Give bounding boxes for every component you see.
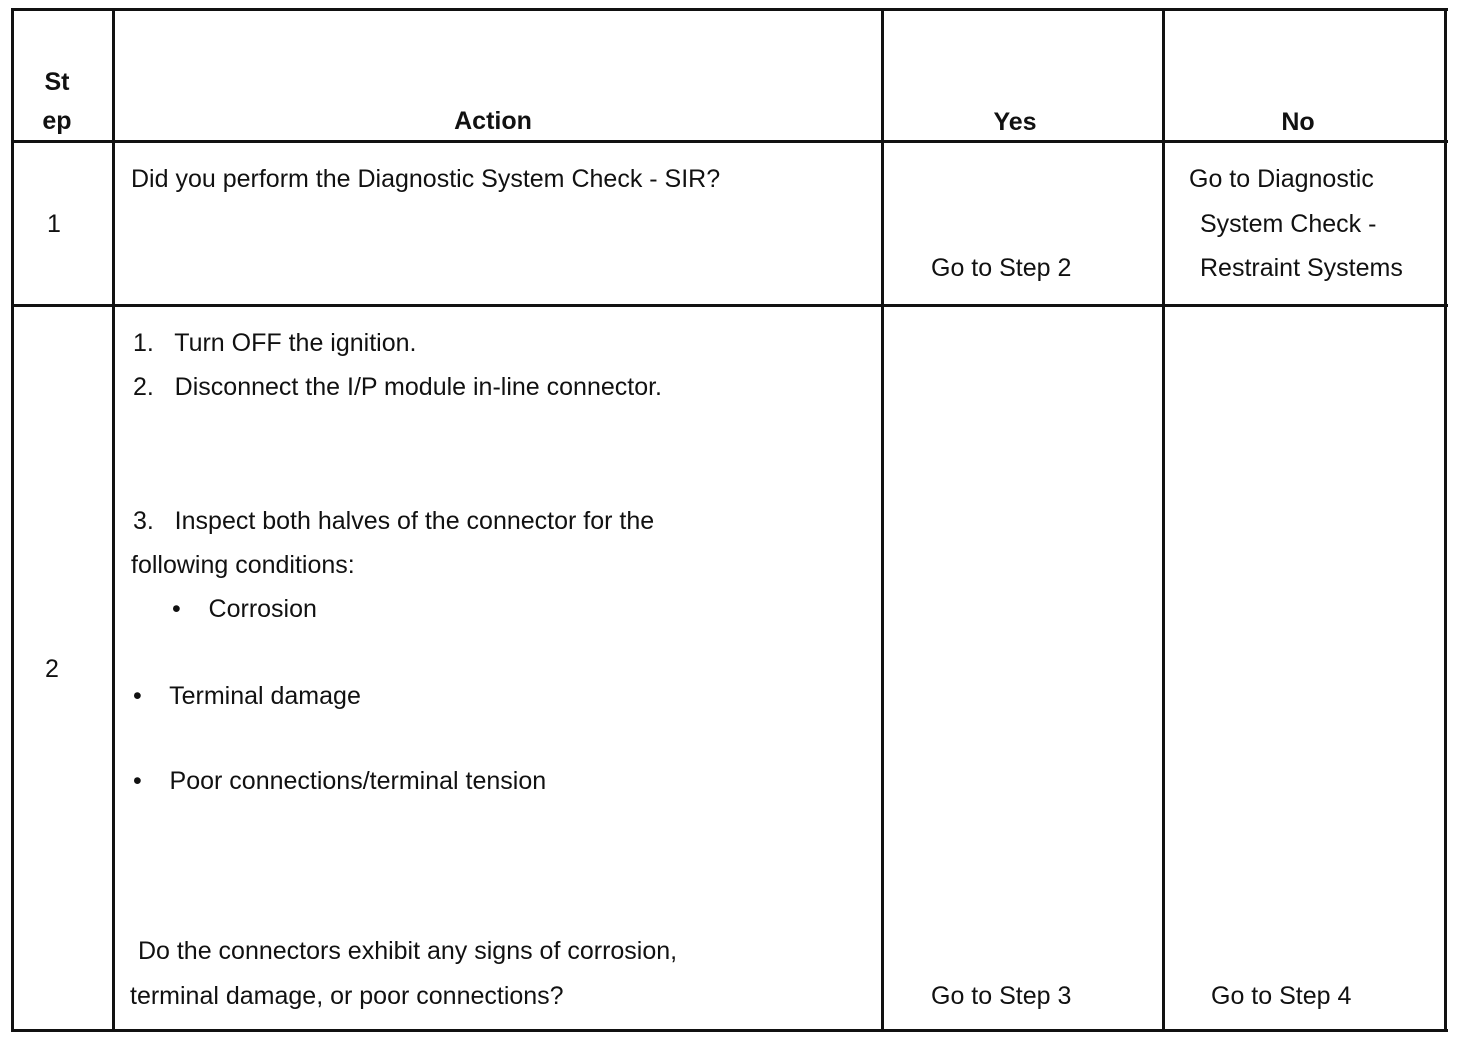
row2-action-item: following conditions: — [131, 551, 355, 579]
column-divider-yes — [1162, 8, 1165, 1032]
row1-no-line3: Restraint Systems — [1200, 254, 1403, 282]
row2-bullet-item: • Corrosion — [172, 595, 317, 623]
table-border-top — [11, 8, 1448, 11]
row-divider — [11, 304, 1448, 307]
table-border-right — [1444, 8, 1447, 1032]
header-action: Action — [454, 107, 532, 135]
table-border-bottom — [11, 1029, 1448, 1032]
header-divider — [11, 140, 1448, 143]
row2-question-line2: terminal damage, or poor connections? — [130, 982, 564, 1010]
header-step-line2: ep — [42, 107, 72, 135]
row1-no-line2: System Check - — [1200, 210, 1377, 238]
header-step-line1: St — [44, 68, 70, 96]
row1-action-question: Did you perform the Diagnostic System Check - SIR? — [131, 165, 721, 193]
row2-yes-goto: Go to Step 3 — [931, 982, 1072, 1010]
row1-yes-goto: Go to Step 2 — [931, 254, 1072, 282]
column-divider-action — [881, 8, 884, 1032]
header-no: No — [1281, 108, 1315, 136]
header-yes: Yes — [993, 108, 1037, 136]
row2-bullet-item: • Terminal damage — [133, 682, 361, 710]
row2-bullet-item: • Poor connections/terminal tension — [133, 767, 547, 795]
row2-no-goto: Go to Step 4 — [1211, 982, 1352, 1010]
row2-action-item: 1. Turn OFF the ignition. — [133, 329, 417, 357]
table-border-left — [11, 8, 14, 1032]
row1-step: 1 — [47, 210, 61, 238]
row2-action-item: 2. Disconnect the I/P module in-line connector. — [133, 373, 663, 401]
row1-no-line1: Go to Diagnostic — [1189, 165, 1374, 193]
row2-step: 2 — [45, 655, 59, 683]
row2-action-item: 3. Inspect both halves of the connector for the — [133, 507, 655, 535]
column-divider-step — [112, 8, 115, 1032]
row2-question-line1: Do the connectors exhibit any signs of corrosion, — [131, 937, 678, 965]
